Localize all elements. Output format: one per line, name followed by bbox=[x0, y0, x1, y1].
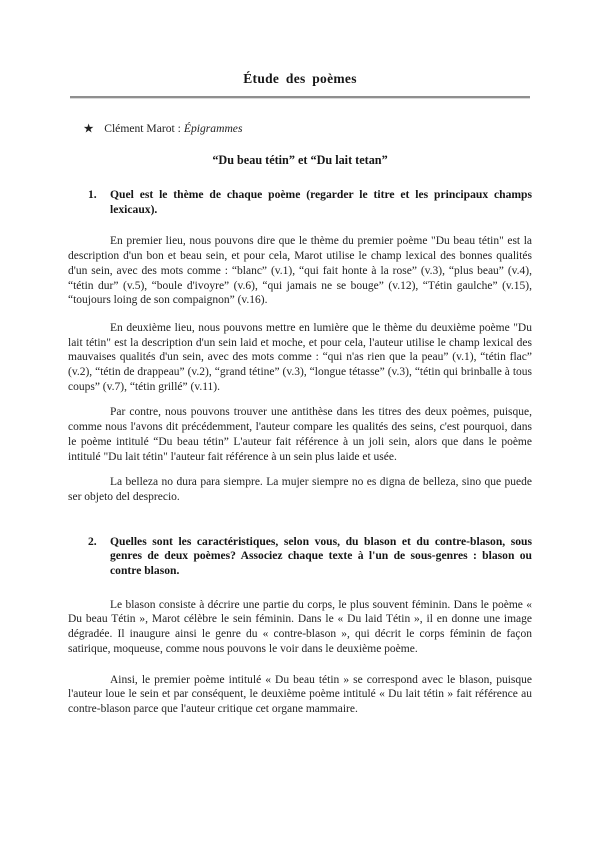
title-divider bbox=[70, 96, 530, 99]
question-2-text: Quelles sont les caractéristiques, selon vous, du blason et du contre-blason, sous genres de deux poèmes? Associez chaque texte à l'un de sous-genres : blason ou contre blason. bbox=[110, 534, 532, 578]
poems-title: “Du beau tétin” et “Du lait tetan” bbox=[212, 153, 388, 167]
star-icon: ★ bbox=[83, 121, 95, 136]
question-1-number: 1. bbox=[88, 188, 97, 201]
paragraph-par-contre: Par contre, nous pouvons trouver une antithèse dans les titres des deux poèmes, puisque, comme nous l'avons dit précédemment, l'auteur compare les qualités des seins, c'est pourquoi, dans le poème intitulé “Du beau tétin” L'auteur fait référence à un joli sein, alors que dans le poème intitulé "Du lait tétin" l'auteur fait référence à un sein plus laide et usée. bbox=[68, 406, 532, 463]
author-name: Clément Marot : bbox=[104, 122, 181, 135]
question-2-number: 2. bbox=[88, 534, 97, 548]
question-2 bbox=[68, 535, 532, 579]
paragraph-belleza: La belleza no dura para siempre. La mujer siempre no es digna de belleza, sino que puede ser objeto del desprecio. bbox=[68, 476, 532, 503]
page-title: Étude des poèmes bbox=[243, 71, 357, 86]
question-1-text: Quel est le thème de chaque poème (regarder le titre et les principaux champs lexicaux). bbox=[110, 188, 532, 216]
paragraph-deuxieme-lieu: En deuxième lieu, nous pouvons mettre en lumière que le thème du deuxième poème "Du lait tétin" est la description d'un sein laid et moche, et pour cela, l'auteur utilise le champ lexical des mauvaises qualités d'un sein, avec des mots comme : “qui n'as rien que la peau” (v.1), “tétin flac” (v.2), “tétin de drappeau” (v.2), “grand tétine” (v.3), “longue tétasse” (v.3), “tétin qui brinballe à tous coups” (v.7), “tétin grillé” (v.11). bbox=[68, 321, 532, 393]
paragraph-ainsi: Ainsi, le premier poème intitulé « Du beau tétin » se correspond avec le blason, puisque l'auteur loue le sein et par conséquent, le deuxième poème intitulé « Du lait tétin » fait référence au contre-blason parce que l'auteur critique cet organe mammaire. bbox=[68, 673, 532, 715]
question-1 bbox=[68, 188, 532, 217]
paragraph-premier-lieu: En premier lieu, nous pouvons dire que le thème du premier poème "Du beau tétin" est la description d'un bon et beau sein, et pour cela, Marot utilise le champ lexical des bonnes qualités d'un sein, avec des mots comme : “blanc” (v.1), “qui fait honte à la rose” (v.3), “plus beau” (v.4), “tétin dur” (v.5), “boule d'ivoyre” (v.6), “qui jamais ne se bouge” (v.12), “Tétin gaulche” (v.15), “toujours loing de son compaignon” (v.16). bbox=[68, 235, 532, 307]
author-line bbox=[68, 120, 532, 136]
work-title: Épigrammes bbox=[183, 122, 243, 135]
paragraph-le-blason: Le blason consiste à décrire une partie du corps, le plus souvent féminin. Dans le poème « Du beau Tétin », Marot célèbre le sein féminin. Dans le « Du laid Tétin », il en donne une image dégradée. Il inaugure ainsi le genre du « contre-blason », qui décrit le corps féminin de façon satirique, moqueuse, comme nous pouvons le voir dans le deuxième poème. bbox=[68, 598, 532, 655]
